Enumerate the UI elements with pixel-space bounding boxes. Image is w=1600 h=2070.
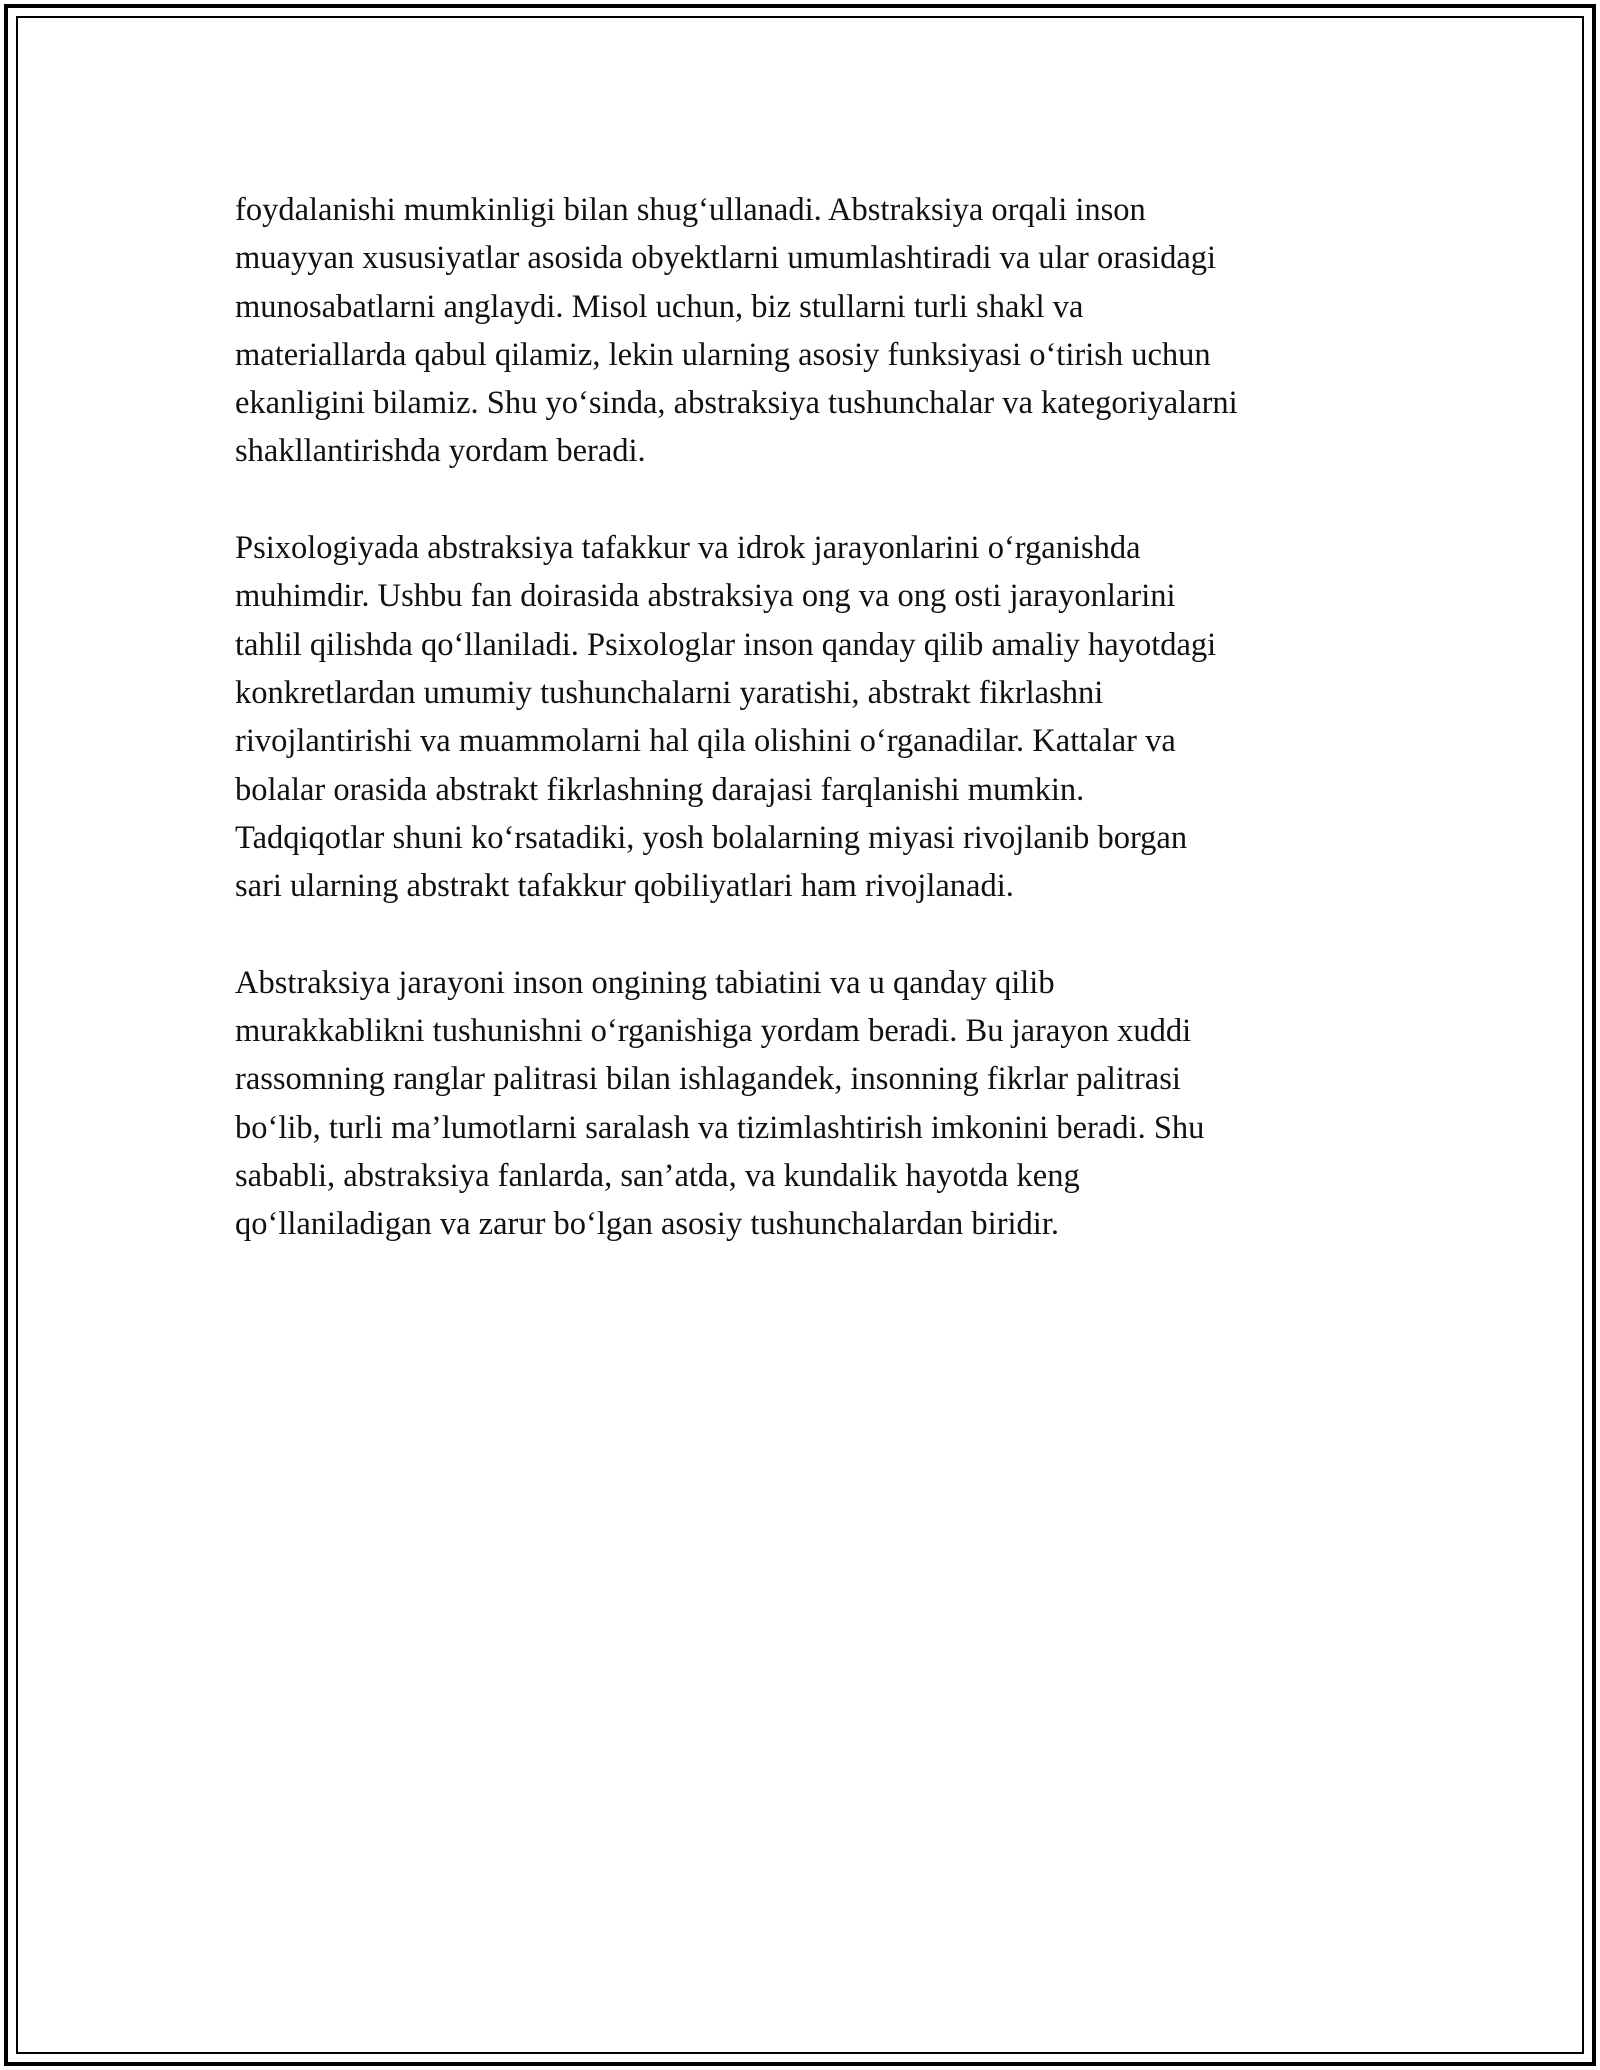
text-line: ekanligini bilamiz. Shu yo‘sinda, abstraksiya tushunchalar va kategoriyalarni [235,385,1238,422]
text-line: qo‘llaniladigan va zarur bo‘lgan asosiy tushunchalardan biridir. [235,1206,1059,1243]
text-line: Abstraksiya jarayoni inson ongining tabiatini va u qanday qilib [235,964,1055,1001]
text-line: materiallarda qabul qilamiz, lekin ularning asosiy funksiyasi o‘tirish uchun [235,336,1211,373]
text-line: muayyan xususiyatlar asosida obyektlarni umumlashtiradi va ular orasidagi [235,240,1217,277]
text-line: bo‘lib, turli ma’lumotlarni saralash va tizimlashtirish imkonini beradi. Shu [235,1109,1205,1146]
text-line: konkretlardan umumiy tushunchalarni yaratishi, abstrakt fikrlashni [235,674,1104,711]
paragraph-1 [235,186,1385,476]
text-line: Psixologiyada abstraksiya tafakkur va idrok jarayonlarini o‘rganishda [235,530,1141,567]
paragraph-3 [235,959,1385,1249]
text-line: muhimdir. Ushbu fan doirasida abstraksiya ong va ong osti jarayonlarini [235,578,1176,615]
text-line: murakkablikni tushunishni o‘rganishiga yordam beradi. Bu jarayon xuddi [235,1013,1192,1050]
text-line: bolalar orasida abstrakt fikrlashning darajasi farqlanishi mumkin. [235,771,1085,808]
text-line: shakllantirishda yordam beradi. [235,433,646,470]
text-line: sari ularning abstrakt tafakkur qobiliyatlari ham rivojlanadi. [235,868,1014,905]
text-line: tahlil qilishda qo‘llaniladi. Psixologlar inson qanday qilib amaliy hayotdagi [235,626,1217,663]
text-line: munosabatlarni anglaydi. Misol uchun, biz stullarni turli shakl va [235,288,1084,325]
text-line: rivojlantirishi va muammolarni hal qila olishini o‘rganadilar. Kattalar va [235,723,1176,760]
text-line: rassomning ranglar palitrasi bilan ishlagandek, insonning fikrlar palitrasi [235,1061,1181,1098]
document-body [235,186,1385,1297]
paragraph-2 [235,524,1385,910]
text-line: sababli, abstraksiya fanlarda, san’atda, va kundalik hayotda keng [235,1157,1080,1194]
text-line: foydalanishi mumkinligi bilan shug‘ullanadi. Abstraksiya orqali inson [235,192,1146,228]
text-line: Tadqiqotlar shuni ko‘rsatadiki, yosh bolalarning miyasi rivojlanib borgan [235,819,1188,856]
